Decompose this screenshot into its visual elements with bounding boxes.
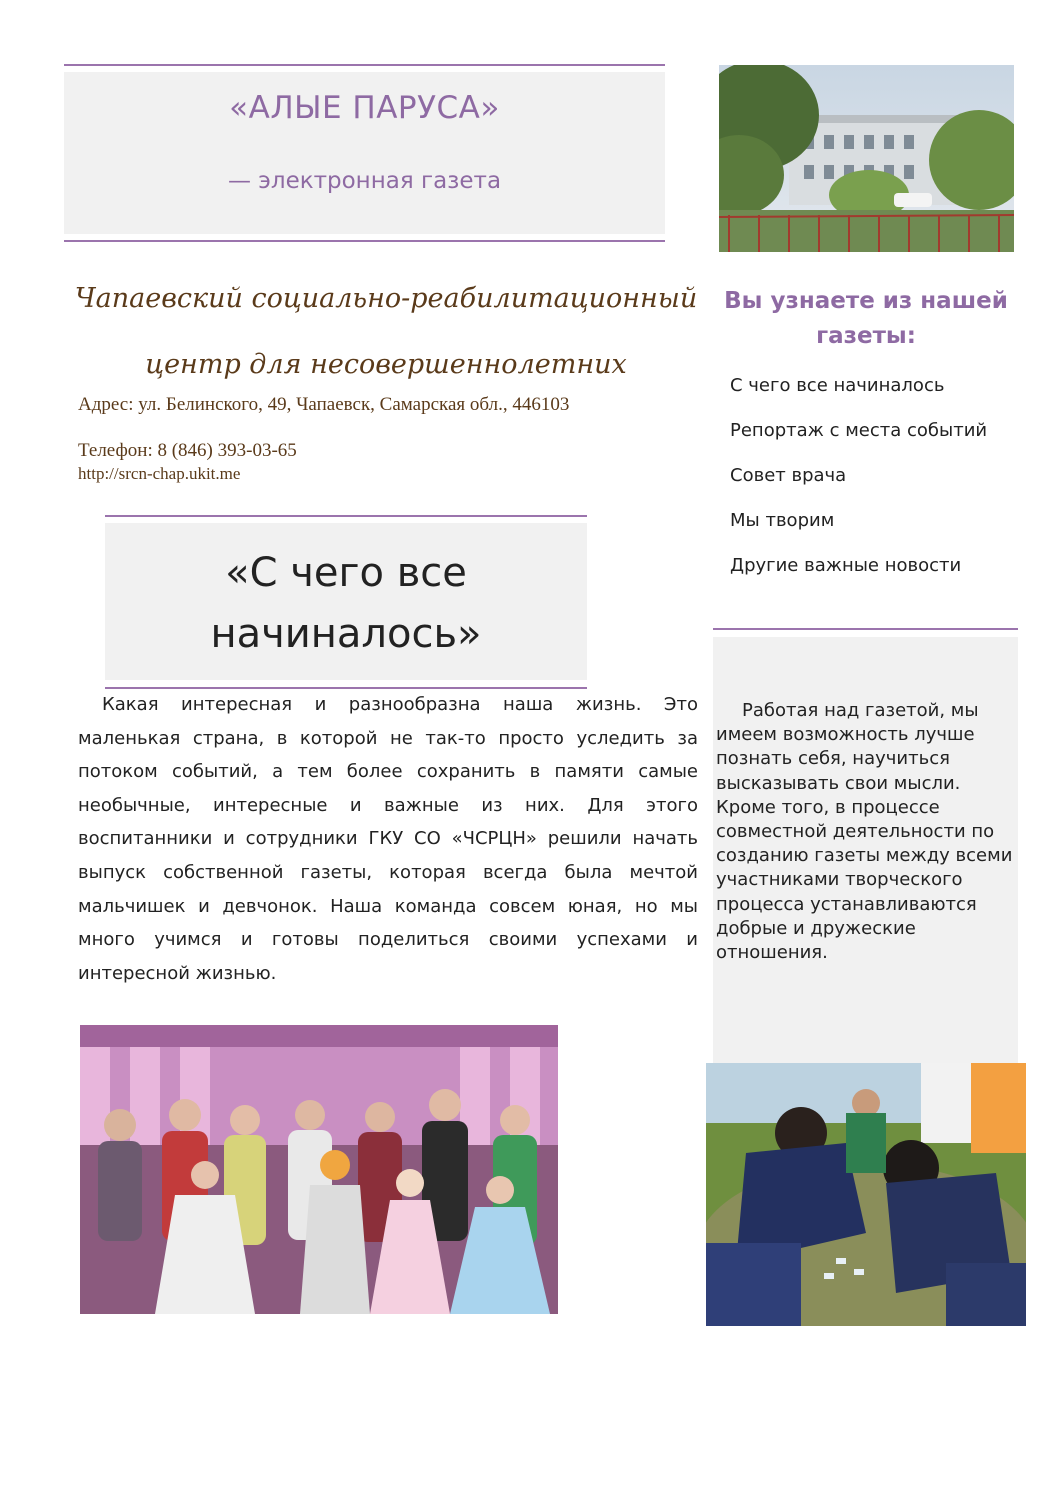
outdoor-activity-photo: [706, 1063, 1026, 1326]
topics-list: [730, 372, 1010, 597]
organization-address: Адрес: ул. Белинского, 49, Чапаевск, Самарская обл., 446103: [78, 394, 570, 415]
headline-top-rule: [105, 515, 587, 517]
organization-name-line2: центр для несовершеннолетних: [145, 349, 627, 380]
organization-name: [70, 266, 702, 398]
masthead-bottom-rule: [64, 240, 665, 242]
sidebar-divider: [713, 628, 1018, 630]
newspaper-title: «АЛЫЕ ПАРУСА»: [229, 90, 500, 126]
topic-item: Совет врача: [730, 465, 847, 486]
topic-item: С чего все начиналось: [730, 375, 945, 396]
group-photo: [80, 1025, 558, 1314]
organization-website-link[interactable]: http://srcn-chap.ukit.me: [78, 464, 241, 483]
article-headline-box: [105, 523, 587, 680]
organization-phone: Телефон: 8 (846) 393-03-65: [78, 440, 297, 461]
article-headline: [105, 543, 587, 665]
masthead-top-rule: [64, 64, 665, 66]
topic-item: Другие важные новости: [730, 555, 962, 576]
sidebar-note-box: [713, 637, 1018, 1063]
sidebar-heading: Вы узнаете из нашей газеты:: [724, 288, 1008, 349]
masthead: [64, 72, 665, 234]
article-body: Какая интересная и разнообразна наша жизнь. Это маленькая страна, в которой не так-то просто уследить за потоком событий, а тем более сохранить в памяти самые необычные, интересные и важные из них. Для этого воспитанники и сотрудники ГКУ СО «ЧСРЦН» решили начать выпуск собственной газеты, которая всегда была мечтой мальчишек и девчонок. Наша команда совсем юная, но мы много учимся и готовы поделиться своими успехами и интересной жизнью.: [78, 694, 698, 984]
article-headline-line2: начиналось»: [210, 611, 482, 657]
topic-item: Мы творим: [730, 510, 835, 531]
building-photo: [719, 65, 1014, 252]
sidebar-note: Работая над газетой, мы имеем возможность лучше познать себя, научиться высказывать свои мысли. Кроме того, в процессе совместной деятельности по созданию газеты между всеми участниками творческого процесса устанавливаются добрые и дружеские отношения.: [716, 700, 1013, 964]
article-headline-line1: «С чего все: [225, 550, 467, 596]
newspaper-subtitle: — электронная газета: [227, 168, 502, 194]
topic-item: Репортаж с места событий: [730, 420, 988, 441]
organization-name-line1: Чапаевский социально-реабилитационный: [74, 283, 698, 314]
